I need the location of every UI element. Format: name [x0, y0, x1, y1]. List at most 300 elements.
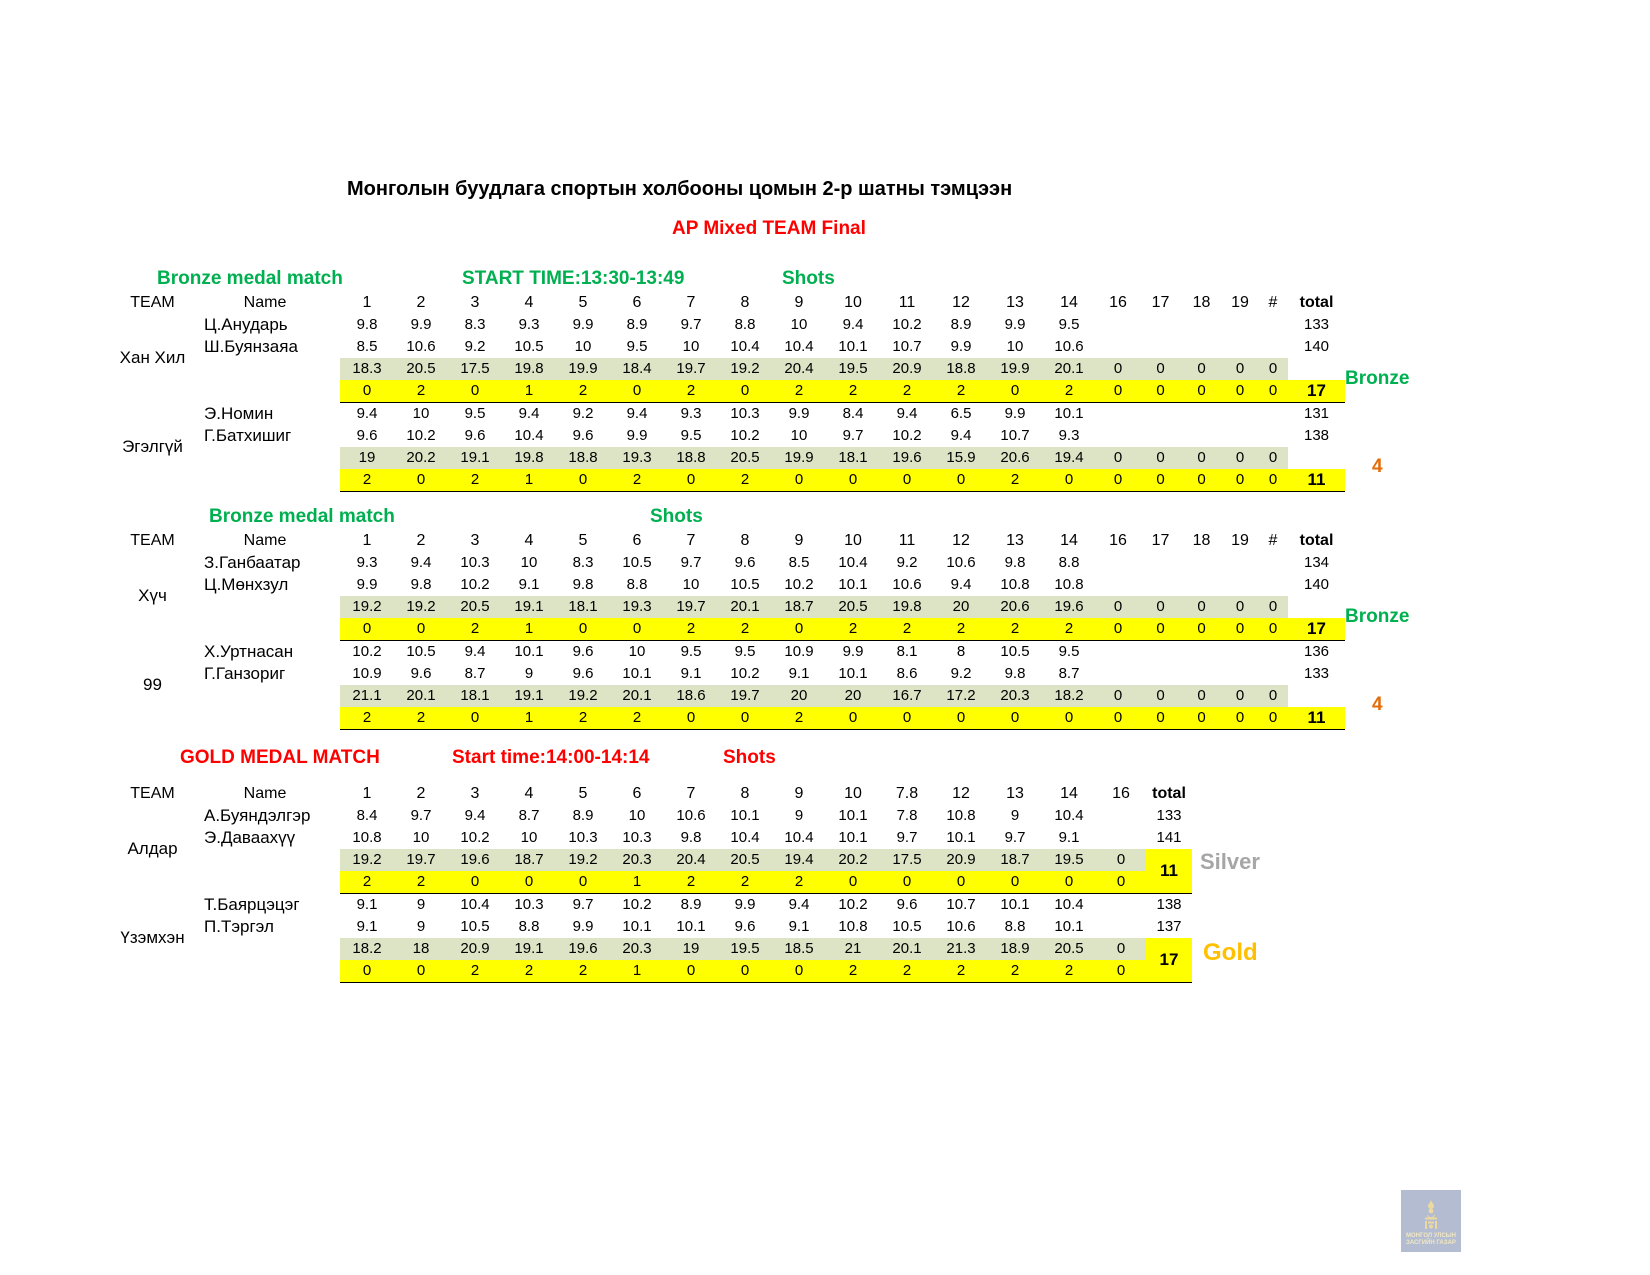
shot-value-cell	[1140, 552, 1181, 574]
col-header-shot: 3	[470, 532, 480, 549]
sum-value-cell: 20.1	[880, 938, 934, 960]
shot-value-cell: 10.6	[406, 338, 436, 355]
team-name-cell: Хан Хил	[119, 348, 186, 368]
sum-value-cell: 0	[1140, 685, 1181, 707]
col-header-shot: 7	[686, 785, 696, 802]
point-value-cell: 0	[1222, 380, 1258, 403]
shot-value-cell	[1258, 314, 1288, 336]
point-value-cell: 0	[1222, 707, 1258, 730]
player-name-cell: Х.Уртнасан	[204, 641, 294, 661]
sum-value-cell: 18.7	[772, 596, 826, 618]
shot-value-cell: 10.2	[460, 829, 490, 846]
sum-value-cell: 19.2	[340, 596, 394, 618]
player-name-cell: Ц.Мөнхзул	[204, 575, 289, 594]
shot-value-cell: 9.9	[1004, 405, 1026, 422]
point-value-cell: 0	[1140, 618, 1181, 641]
sum-value-cell: 0	[1096, 447, 1140, 469]
shot-value-cell: 9.9	[950, 338, 972, 355]
point-value-cell: 0	[1096, 469, 1140, 492]
shot-value-cell: 9.3	[356, 554, 378, 571]
sum-value-cell: 19.6	[448, 849, 502, 871]
sum-value-cell: 18.1	[448, 685, 502, 707]
team-name-cell: Эгэлгүй	[122, 437, 183, 456]
shot-value-cell: 9.1	[788, 665, 810, 682]
shot-value-cell	[1222, 641, 1258, 664]
shot-value-cell: 10	[628, 807, 646, 824]
sum-value-cell: 19.7	[718, 685, 772, 707]
shot-value-cell: 10.1	[838, 665, 868, 682]
shot-value-cell: 8.5	[356, 338, 378, 355]
point-value-cell: 0	[826, 707, 880, 730]
shot-value-cell	[1140, 425, 1181, 447]
point-value-cell: 2	[880, 380, 934, 403]
shot-value-cell: 8.8	[734, 316, 756, 333]
shot-value-cell: 10.2	[838, 896, 868, 913]
point-value-cell: 2	[664, 380, 718, 403]
team-result-label: 4	[1372, 694, 1383, 715]
col-header-shot: 3	[470, 294, 480, 311]
shot-value-cell	[1222, 336, 1258, 358]
shot-value-cell	[1140, 641, 1181, 664]
col-header-shot: 14	[1060, 785, 1078, 802]
shot-value-cell: 9.1	[356, 896, 378, 913]
team-result-label: Gold	[1203, 939, 1258, 966]
shot-value-cell: 10.7	[1000, 427, 1030, 444]
col-header-shot: 17	[1151, 532, 1170, 549]
shot-value-cell: 10.4	[1054, 896, 1084, 913]
col-header-shot: 13	[1006, 294, 1024, 311]
shot-value-cell: 10.3	[514, 896, 544, 913]
col-header-shot: #	[1268, 532, 1278, 549]
player-name-cell: Ц.Анударь	[204, 315, 288, 334]
col-header-shot: 1	[362, 785, 372, 802]
point-value-cell: 0	[556, 871, 610, 894]
player-total-cell: 137	[1156, 918, 1182, 935]
sum-value-cell: 20.1	[394, 685, 448, 707]
point-value-cell: 0	[448, 707, 502, 730]
shot-value-cell: 9.6	[896, 896, 918, 913]
player-total-cell: 136	[1303, 643, 1330, 660]
sum-value-cell: 20.9	[448, 938, 502, 960]
shot-value-cell	[1181, 403, 1222, 426]
empty-cell	[1288, 685, 1345, 707]
empty-cell	[190, 469, 340, 492]
sum-value-cell: 0	[1181, 685, 1222, 707]
empty-cell	[190, 380, 340, 403]
col-header-shot: 14	[1060, 294, 1078, 311]
shot-value-cell: 9	[1010, 807, 1020, 824]
shot-value-cell	[1140, 403, 1181, 426]
point-value-cell: 0	[502, 871, 556, 894]
point-value-cell: 0	[1096, 618, 1140, 641]
shot-value-cell: 9.4	[896, 405, 918, 422]
col-header-shot: 5	[578, 785, 588, 802]
sum-value-cell: 20.3	[610, 849, 664, 871]
shot-value-cell: 10.5	[514, 338, 544, 355]
point-value-cell: 2	[448, 618, 502, 641]
sum-value-cell: 0	[1181, 596, 1222, 618]
col-header-shot: 8	[740, 785, 750, 802]
shot-value-cell: 9.4	[626, 405, 648, 422]
sum-value-cell: 18.8	[934, 358, 988, 380]
point-value-cell: 2	[394, 380, 448, 403]
shot-value-cell: 9.6	[734, 918, 756, 935]
point-value-cell: 2	[718, 469, 772, 492]
shot-value-cell: 8.9	[680, 896, 702, 913]
point-value-cell: 0	[664, 469, 718, 492]
col-header-team: TEAM	[130, 785, 175, 802]
point-value-cell: 2	[934, 618, 988, 641]
shot-value-cell: 9.9	[626, 427, 648, 444]
shot-value-cell: 9	[794, 807, 804, 824]
shot-value-cell: 10.4	[460, 896, 490, 913]
shot-value-cell: 9.2	[950, 665, 972, 682]
sum-value-cell: 21.1	[340, 685, 394, 707]
col-header-team: TEAM	[130, 532, 175, 549]
shot-value-cell: 10.4	[784, 829, 814, 846]
shot-value-cell: 9.9	[410, 316, 432, 333]
shot-value-cell	[1181, 641, 1222, 664]
sum-value-cell: 18.5	[772, 938, 826, 960]
shot-value-cell	[1222, 314, 1258, 336]
sum-value-cell: 19.8	[502, 447, 556, 469]
sum-value-cell: 0	[1258, 596, 1288, 618]
shot-value-cell	[1258, 336, 1288, 358]
col-header-team: TEAM	[130, 294, 175, 311]
sum-value-cell: 20.4	[664, 849, 718, 871]
col-header-shot: 19	[1231, 532, 1249, 549]
point-value-cell: 0	[1181, 707, 1222, 730]
shot-value-cell: 9.6	[410, 665, 432, 682]
sum-value-cell: 21.3	[934, 938, 988, 960]
point-value-cell: 2	[826, 960, 880, 983]
col-header-shot: 10	[844, 785, 862, 802]
player-total-cell: 133	[1156, 807, 1182, 824]
empty-cell	[190, 358, 340, 380]
soyombo-icon	[1421, 1200, 1441, 1230]
sum-value-cell: 20	[826, 685, 880, 707]
shot-value-cell: 10.1	[838, 829, 868, 846]
point-value-cell: 0	[340, 618, 394, 641]
col-header-shot: 7	[686, 532, 696, 549]
shot-value-cell	[1096, 805, 1146, 827]
shot-value-cell: 10.2	[784, 576, 814, 593]
point-value-cell: 1	[502, 469, 556, 492]
shot-value-cell	[1258, 425, 1288, 447]
point-value-cell: 0	[988, 380, 1042, 403]
sum-value-cell: 0	[1258, 685, 1288, 707]
point-value-cell: 2	[772, 871, 826, 894]
sum-value-cell: 20.3	[610, 938, 664, 960]
shot-value-cell: 9.6	[572, 427, 594, 444]
point-value-cell: 2	[826, 380, 880, 403]
sum-value-cell: 19.4	[772, 849, 826, 871]
shot-value-cell	[1222, 425, 1258, 447]
sum-value-cell: 19.6	[556, 938, 610, 960]
shot-value-cell: 9.4	[950, 576, 972, 593]
shot-value-cell	[1096, 425, 1140, 447]
shot-value-cell: 8.8	[1004, 918, 1026, 935]
col-header-shot: 16	[1109, 532, 1127, 549]
shot-value-cell: 10.2	[406, 427, 436, 444]
point-value-cell: 0	[1096, 707, 1140, 730]
sum-value-cell: 20.5	[394, 358, 448, 380]
shot-value-cell: 10.2	[730, 427, 760, 444]
sum-value-cell: 19.1	[502, 596, 556, 618]
shot-value-cell: 10.3	[730, 405, 760, 422]
sum-value-cell: 20.6	[988, 447, 1042, 469]
point-value-cell: 0	[880, 707, 934, 730]
shot-value-cell: 9.6	[572, 665, 594, 682]
point-value-cell: 2	[880, 960, 934, 983]
point-value-cell: 0	[1258, 707, 1288, 730]
shot-value-cell: 8.8	[1058, 554, 1080, 571]
shot-value-cell: 9.7	[896, 829, 918, 846]
shot-value-cell: 10.6	[946, 918, 976, 935]
team-result-label: 4	[1372, 456, 1383, 477]
point-value-cell: 2	[610, 469, 664, 492]
shot-value-cell: 7.8	[896, 807, 918, 824]
point-value-cell: 0	[718, 960, 772, 983]
match-points-cell: 11	[1146, 849, 1192, 894]
sum-value-cell: 18.1	[556, 596, 610, 618]
sum-value-cell: 20.9	[880, 358, 934, 380]
shot-value-cell	[1258, 574, 1288, 596]
sum-value-cell: 0	[1096, 685, 1140, 707]
team-name-cell: 99	[143, 675, 162, 694]
sum-value-cell: 20.1	[718, 596, 772, 618]
sum-value-cell: 0	[1222, 596, 1258, 618]
shot-value-cell: 9.1	[518, 576, 540, 593]
shot-value-cell: 10.1	[514, 643, 544, 660]
sum-value-cell: 17.5	[880, 849, 934, 871]
point-value-cell: 2	[664, 871, 718, 894]
shot-value-cell: 9.5	[1058, 643, 1080, 660]
col-header-shot: 9	[794, 785, 804, 802]
point-value-cell: 0	[934, 469, 988, 492]
sum-value-cell: 18.1	[826, 447, 880, 469]
logo-caption	[1406, 1233, 1456, 1252]
player-name-cell: Г.Батхишиг	[204, 426, 292, 445]
shot-value-cell: 9.9	[572, 918, 594, 935]
shot-value-cell	[1258, 552, 1288, 574]
empty-cell	[190, 447, 340, 469]
shot-value-cell: 8.5	[788, 554, 810, 571]
sum-value-cell: 18.8	[556, 447, 610, 469]
shot-value-cell: 10.2	[730, 665, 760, 682]
player-total-cell: 141	[1156, 829, 1182, 846]
shot-value-cell: 10.7	[946, 896, 976, 913]
sum-value-cell: 18.2	[1042, 685, 1096, 707]
shot-value-cell: 10.1	[1054, 405, 1084, 422]
shot-value-cell: 9.4	[842, 316, 864, 333]
point-value-cell: 0	[1042, 469, 1096, 492]
shot-value-cell: 10.1	[838, 576, 868, 593]
point-value-cell: 0	[1140, 469, 1181, 492]
team-name-cell: Хүч	[138, 586, 167, 606]
col-header-total: total	[1152, 785, 1186, 802]
col-header-shot: 16	[1112, 785, 1130, 802]
player-name-cell: П.Тэргэл	[204, 917, 274, 936]
shot-value-cell: 10.2	[892, 316, 922, 333]
team-name-cell: Үзэмхэн	[120, 928, 185, 947]
col-header-shot: 10	[844, 532, 862, 549]
shot-value-cell	[1096, 574, 1140, 596]
sum-value-cell: 20.4	[772, 358, 826, 380]
empty-cell	[190, 871, 340, 894]
sum-value-cell: 19.8	[880, 596, 934, 618]
gold-medal-match-shots-label: Shots	[723, 747, 776, 768]
point-value-cell: 2	[934, 380, 988, 403]
shot-value-cell: 10.9	[352, 665, 382, 682]
bronze-match-2-title: Bronze medal match	[209, 506, 395, 527]
col-header-shot: 4	[524, 785, 534, 802]
shot-value-cell: 10	[682, 338, 700, 355]
player-total-cell: 133	[1303, 665, 1330, 682]
col-header-name: Name	[243, 294, 287, 311]
empty-cell	[190, 596, 340, 618]
team-result-label: Silver	[1200, 849, 1260, 874]
point-value-cell: 0	[1096, 380, 1140, 403]
shot-value-cell: 8.9	[572, 807, 594, 824]
shot-value-cell: 10	[628, 643, 646, 660]
point-value-cell: 1	[610, 960, 664, 983]
shot-value-cell: 9.7	[680, 316, 702, 333]
shot-value-cell: 10.5	[622, 554, 652, 571]
point-value-cell: 0	[1181, 380, 1222, 403]
point-value-cell: 0	[826, 469, 880, 492]
point-value-cell: 0	[340, 960, 394, 983]
col-header-shot: 7	[686, 294, 696, 311]
sum-value-cell: 0	[1181, 447, 1222, 469]
col-header-shot: 9	[794, 532, 804, 549]
player-name-cell: Ш.Буянзаяа	[204, 337, 298, 356]
sum-value-cell: 19.1	[502, 685, 556, 707]
sum-value-cell: 19.2	[340, 849, 394, 871]
point-value-cell: 0	[826, 871, 880, 894]
point-value-cell: 0	[934, 871, 988, 894]
sum-value-cell: 18.9	[988, 938, 1042, 960]
bronze-match-1-shots-label: Shots	[782, 268, 835, 289]
sum-value-cell: 18.4	[610, 358, 664, 380]
sum-value-cell: 19.5	[826, 358, 880, 380]
point-value-cell: 2	[1042, 380, 1096, 403]
player-total-cell: 138	[1303, 427, 1330, 444]
shot-value-cell	[1140, 574, 1181, 596]
point-value-cell: 0	[448, 871, 502, 894]
sum-value-cell: 20.5	[826, 596, 880, 618]
shot-value-cell: 10	[790, 427, 808, 444]
sum-value-cell: 19.7	[664, 596, 718, 618]
shot-value-cell: 9.7	[410, 807, 432, 824]
shot-value-cell: 9.9	[572, 316, 594, 333]
gold-medal-match-table	[115, 783, 1192, 983]
col-header-shot: 18	[1192, 294, 1211, 311]
shot-value-cell: 8.8	[626, 576, 648, 593]
shot-value-cell: 8.3	[464, 316, 486, 333]
point-value-cell: 0	[1096, 871, 1146, 894]
col-header-shot: 2	[416, 532, 426, 549]
point-value-cell: 1	[502, 707, 556, 730]
match-points-cell: 17	[1288, 380, 1345, 403]
point-value-cell: 0	[1096, 960, 1146, 983]
shot-value-cell	[1222, 663, 1258, 685]
shot-value-cell: 9	[524, 665, 534, 682]
shot-value-cell: 8.7	[464, 665, 486, 682]
sum-value-cell: 20	[772, 685, 826, 707]
empty-cell	[190, 618, 340, 641]
team-result-label: Bronze	[1345, 368, 1410, 389]
shot-value-cell: 9.5	[680, 427, 702, 444]
shot-value-cell	[1096, 552, 1140, 574]
player-name-cell: З.Ганбаатар	[204, 553, 301, 572]
shot-value-cell: 10.1	[622, 665, 652, 682]
player-total-cell: 131	[1303, 405, 1330, 422]
shot-value-cell	[1222, 574, 1258, 596]
shot-value-cell: 8.7	[1058, 665, 1080, 682]
shot-value-cell	[1181, 574, 1222, 596]
sum-value-cell: 19.5	[718, 938, 772, 960]
col-header-shot: 6	[632, 532, 642, 549]
sum-value-cell: 19.9	[556, 358, 610, 380]
sum-value-cell: 18	[394, 938, 448, 960]
sum-value-cell: 20.2	[394, 447, 448, 469]
sum-value-cell: 16.7	[880, 685, 934, 707]
sum-value-cell: 0	[1222, 358, 1258, 380]
sum-value-cell: 0	[1096, 849, 1146, 871]
shot-value-cell	[1258, 663, 1288, 685]
point-value-cell: 0	[718, 707, 772, 730]
point-value-cell: 2	[556, 707, 610, 730]
shot-value-cell: 10.5	[730, 576, 760, 593]
match-points-cell: 17	[1146, 938, 1192, 983]
col-header-shot: 12	[952, 785, 970, 802]
player-name-cell: Э.Даваахүү	[204, 828, 296, 847]
bronze-match-1-title: Bronze medal match	[157, 268, 343, 289]
col-header-shot: 1	[362, 294, 372, 311]
point-value-cell: 0	[772, 960, 826, 983]
sum-value-cell: 19.7	[394, 849, 448, 871]
shot-value-cell: 9.4	[464, 807, 486, 824]
point-value-cell: 2	[826, 618, 880, 641]
point-value-cell: 0	[718, 380, 772, 403]
sum-value-cell: 20.5	[1042, 938, 1096, 960]
shot-value-cell: 10.5	[406, 643, 436, 660]
shot-value-cell: 9.4	[950, 427, 972, 444]
col-header-shot: 4	[524, 294, 534, 311]
col-header-name: Name	[243, 785, 287, 802]
shot-value-cell: 10.2	[460, 576, 490, 593]
col-header-shot: 6	[632, 785, 642, 802]
sum-value-cell: 19.2	[556, 849, 610, 871]
shot-value-cell	[1096, 916, 1146, 938]
shot-value-cell: 10.8	[838, 918, 868, 935]
shot-value-cell: 10.3	[622, 829, 652, 846]
sum-value-cell: 18.8	[664, 447, 718, 469]
shot-value-cell: 10.1	[1054, 918, 1084, 935]
shot-value-cell: 8.9	[950, 316, 972, 333]
shot-value-cell	[1258, 641, 1288, 664]
shot-value-cell: 9.5	[1058, 316, 1080, 333]
sum-value-cell: 0	[1140, 447, 1181, 469]
empty-cell	[190, 938, 340, 960]
team-result-label: Bronze	[1345, 606, 1410, 627]
col-header-shot: 18	[1192, 532, 1211, 549]
shot-value-cell: 10.2	[892, 427, 922, 444]
player-name-cell: Т.Баярцэцэг	[204, 894, 300, 914]
shot-value-cell	[1140, 663, 1181, 685]
shot-value-cell: 9.6	[572, 643, 594, 660]
